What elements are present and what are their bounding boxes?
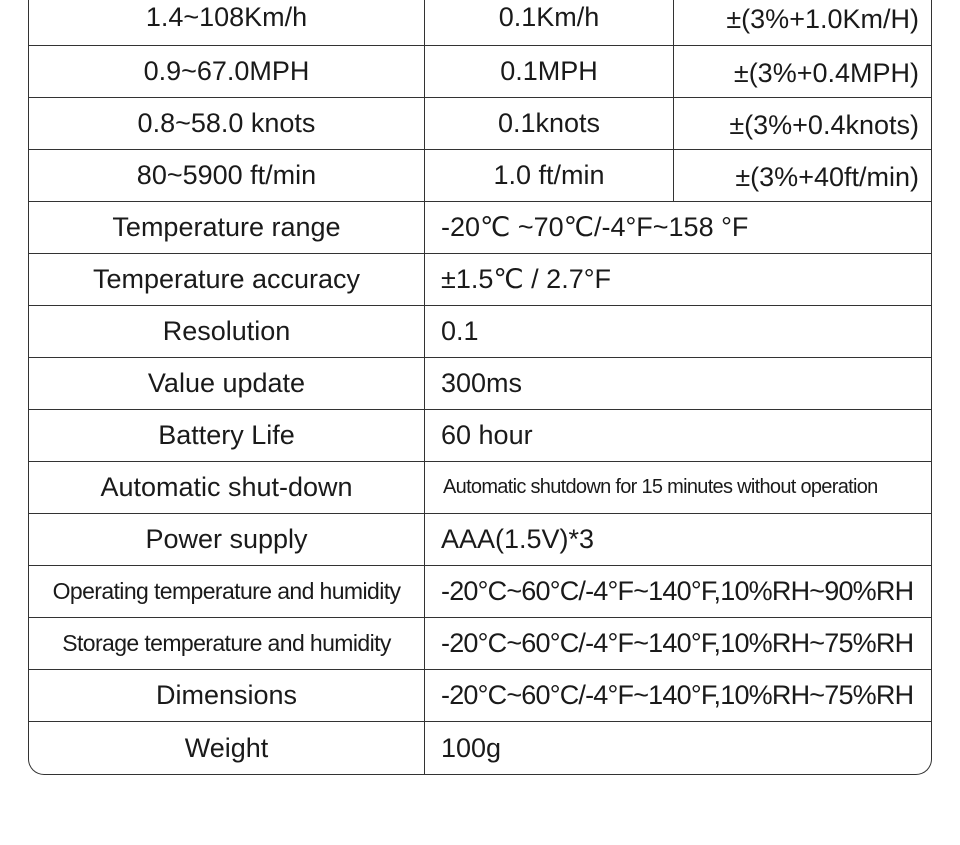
spec-label: Weight — [29, 722, 425, 774]
speed-row-knots — [29, 98, 931, 150]
spec-row-power-supply — [29, 514, 931, 566]
speed-resolution-cell: 0.1MPH — [425, 46, 674, 97]
spec-row-weight — [29, 722, 931, 774]
speed-range-cell: 80~5900 ft/min — [29, 150, 425, 201]
speed-range-cell: 0.8~58.0 knots — [29, 98, 425, 149]
speed-accuracy-cell: ±(3%+0.4MPH) — [733, 57, 919, 88]
speed-range-cell: 0.9~67.0MPH — [29, 46, 425, 97]
spec-label: Battery Life — [29, 410, 425, 461]
spec-label: Automatic shut-down — [29, 462, 425, 513]
spec-value: 0.1 — [441, 316, 479, 346]
spec-row-temperature-accuracy — [29, 254, 931, 306]
spec-row-storage-conditions — [29, 618, 931, 670]
speed-resolution-cell: 0.1Km/h — [425, 0, 674, 45]
speed-row-kmh — [29, 0, 931, 46]
speed-resolution-cell: 1.0 ft/min — [425, 150, 674, 201]
speed-row-ftmin — [29, 150, 931, 202]
spec-label: Dimensions — [29, 670, 425, 721]
spec-label: Resolution — [29, 306, 425, 357]
speed-accuracy-cell: ±(3%+1.0Km/H) — [726, 3, 919, 34]
spec-value: AAA(1.5V)*3 — [441, 524, 595, 554]
spec-value: -20°C~60°C/-4°F~140°F,10%RH~75%RH — [441, 628, 914, 658]
speed-resolution-cell: 0.1knots — [425, 98, 674, 149]
spec-value: 100g — [441, 732, 502, 763]
spec-row-resolution — [29, 306, 931, 358]
spec-label: Operating temperature and humidity — [29, 566, 425, 617]
spec-value: -20°C~60°C/-4°F~140°F,10%RH~75%RH — [441, 680, 914, 710]
spec-value: ±1.5℃ / 2.7°F — [441, 264, 612, 294]
spec-label: Storage temperature and humidity — [29, 618, 425, 669]
spec-value: -20℃ ~70℃/-4°F~158 °F — [441, 212, 749, 242]
spec-value: Automatic shutdown for 15 minutes without operation — [443, 476, 878, 498]
speed-accuracy-cell: ±(3%+0.4knots) — [729, 109, 919, 140]
spec-table — [28, 0, 932, 775]
spec-label: Power supply — [29, 514, 425, 565]
spec-row-dimensions — [29, 670, 931, 722]
speed-range-cell: 1.4~108Km/h — [29, 0, 425, 45]
spec-value: -20°C~60°C/-4°F~140°F,10%RH~90%RH — [441, 576, 914, 606]
speed-row-mph — [29, 46, 931, 98]
spec-value: 60 hour — [441, 420, 533, 450]
spec-label: Temperature range — [29, 202, 425, 253]
spec-row-temperature-range — [29, 202, 931, 254]
spec-row-automatic-shutdown — [29, 462, 931, 514]
spec-row-value-update — [29, 358, 931, 410]
spec-label: Value update — [29, 358, 425, 409]
speed-accuracy-cell: ±(3%+40ft/min) — [735, 161, 919, 192]
spec-row-battery-life — [29, 410, 931, 462]
spec-value: 300ms — [441, 368, 523, 398]
spec-label: Temperature accuracy — [29, 254, 425, 305]
spec-row-operating-conditions — [29, 566, 931, 618]
